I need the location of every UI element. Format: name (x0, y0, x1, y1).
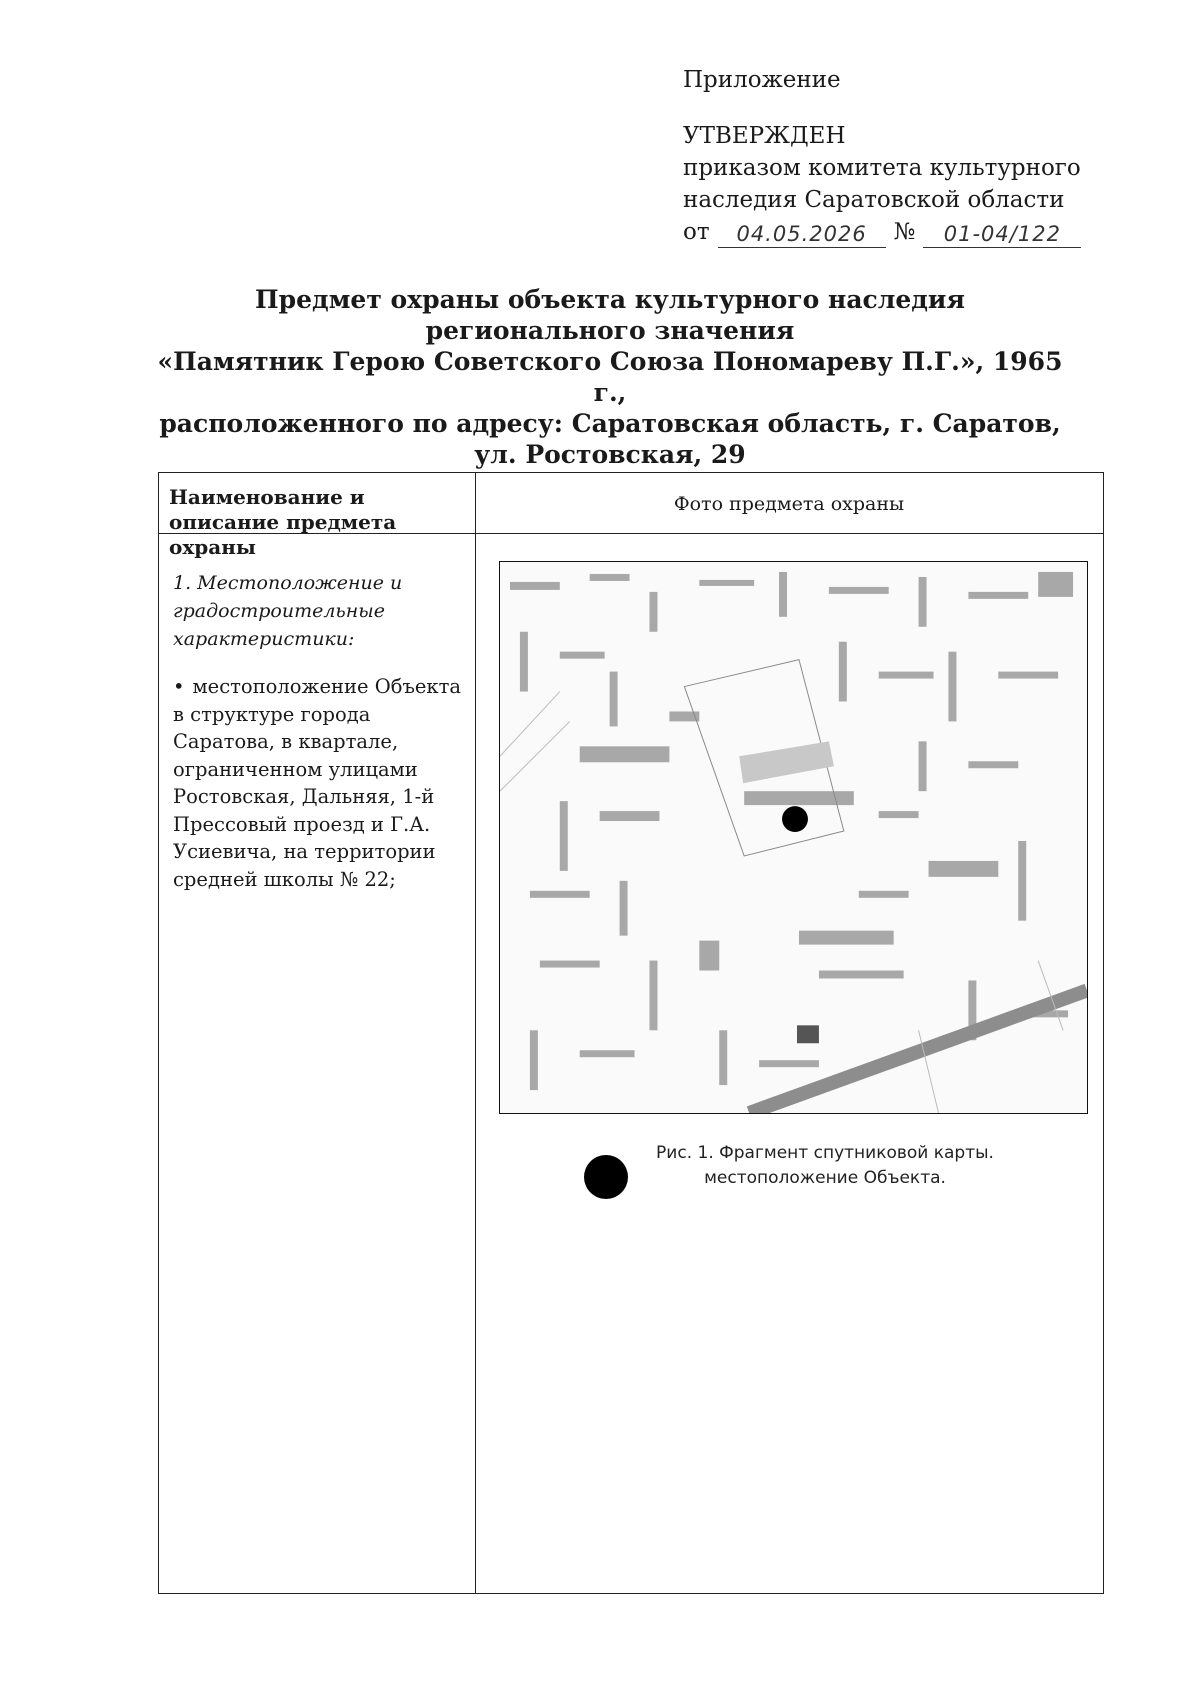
item-location-text: местоположение Объекта в структуре города Саратова, в квартале, ограниченном улицами Ростовская, Дальняя, 1-й Прессовый проезд и Г.А. Усиевича, на территории средней школы № 22; (173, 675, 462, 891)
title-line-4: расположенного по адресу: Саратовская область, г. Саратов, (159, 409, 1061, 438)
title-line-5: ул. Ростовская, 29 (474, 440, 746, 469)
caption-line-2: местоположение Объекта. (704, 1168, 946, 1188)
object-location-marker (782, 806, 808, 832)
document-title (140, 284, 1080, 470)
order-date: 04.05.2026 (718, 221, 886, 248)
header-photo: Фото предмета охраны (673, 493, 905, 515)
order-date-number-row (683, 216, 1103, 248)
satellite-map-fragment (499, 561, 1088, 1114)
item-location-description (173, 673, 469, 893)
map-road (749, 990, 1087, 1113)
legend-marker-icon (584, 1155, 628, 1199)
order-line-1: приказом комитета культурного (683, 155, 1081, 181)
map-caption (635, 1141, 1015, 1191)
header-name-description: Наименование и описание предмета охраны (169, 485, 397, 559)
order-line-2: наследия Саратовской области (683, 187, 1065, 213)
protection-table (158, 472, 1104, 1594)
caption-line-1: Рис. 1. Фрагмент спутниковой карты. (656, 1143, 994, 1163)
approval-block (683, 64, 1103, 248)
title-line-2: регионального значения (425, 316, 795, 345)
approved-label: УТВЕРЖДЕН (683, 123, 846, 149)
number-label: № (893, 219, 916, 245)
map-drawing (500, 562, 1087, 1113)
order-number: 01-04/122 (923, 221, 1081, 248)
bullet-icon: • (173, 675, 185, 698)
column-divider (475, 473, 476, 1593)
appendix-label: Приложение (683, 67, 841, 93)
map-dark-building (797, 1025, 819, 1043)
item-location-title: 1. Местоположение и градостроительные характеристики: (173, 572, 403, 650)
map-school-building (739, 741, 834, 783)
from-label: от (683, 219, 710, 245)
title-line-1: Предмет охраны объекта культурного наследия (255, 285, 965, 314)
title-line-3: «Памятник Герою Советского Союза Пономареву П.Г.», 1965 г., (157, 347, 1063, 407)
